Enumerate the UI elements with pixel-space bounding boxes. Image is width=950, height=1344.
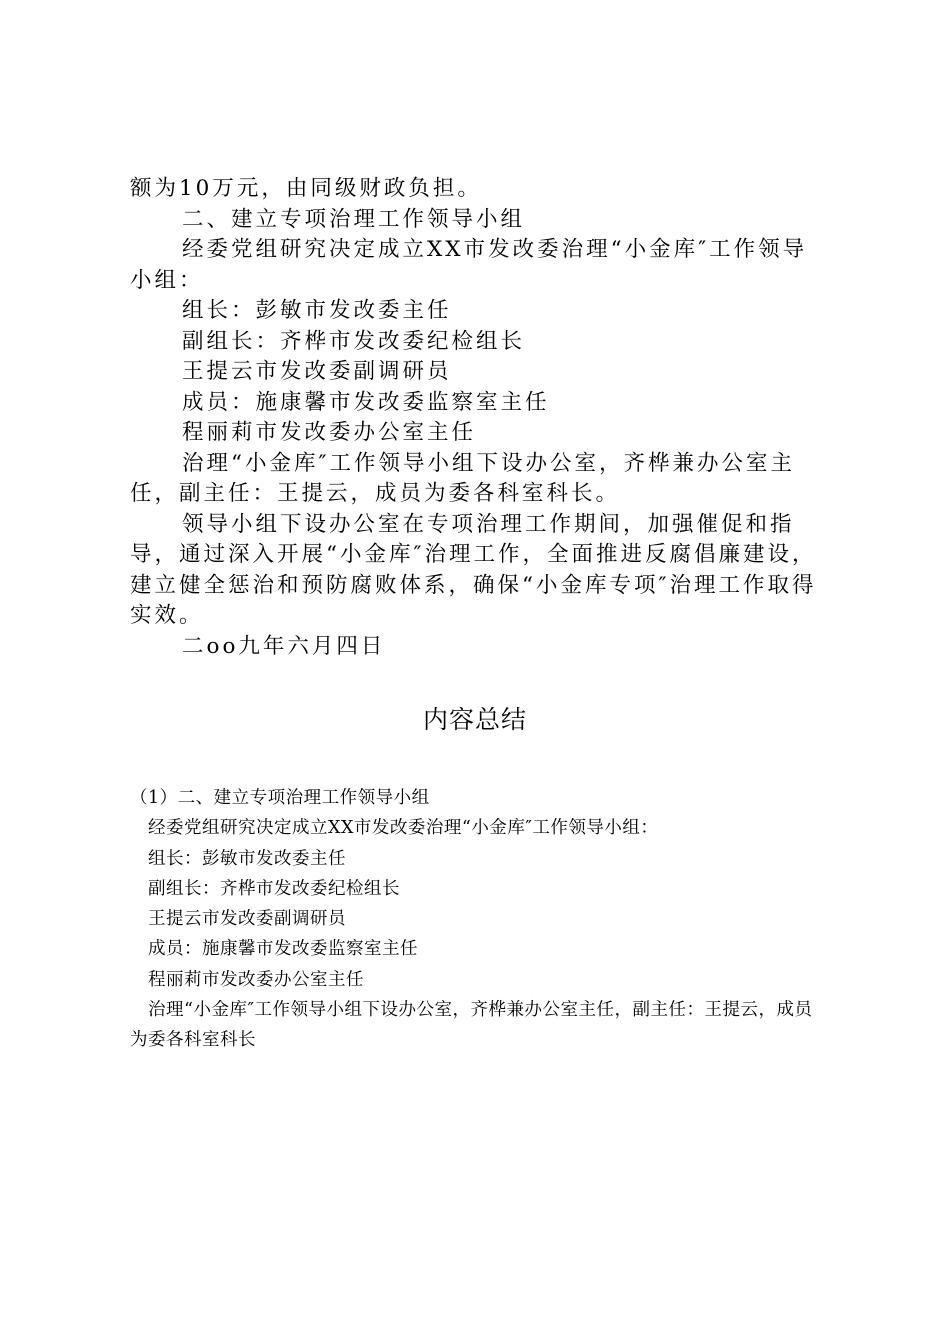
summary-line: （1）二、建立专项治理工作领导小组 bbox=[130, 788, 430, 808]
summary-title: 内容总结 bbox=[422, 705, 527, 734]
member-supervision: 成员：施康馨市发改委监察室主任 bbox=[182, 389, 550, 415]
document-date: 二oo九年六月四日 bbox=[182, 633, 386, 659]
summary-line: 成员：施康馨市发改委监察室主任 bbox=[148, 939, 418, 960]
summary-line: 经委党组研究决定成立XX市发改委治理“小金库″工作领导小组： bbox=[148, 818, 659, 839]
member-deputy-leader: 副组长：齐桦市发改委纪检组长 bbox=[182, 328, 526, 354]
paragraph-budget-note: 额为10万元，由同级财政负担。 bbox=[130, 176, 482, 201]
summary-line: 组长：彭敏市发改委主任 bbox=[148, 848, 346, 869]
section-heading: 二、建立专项治理工作领导小组 bbox=[182, 206, 526, 232]
member-office-director: 程丽莉市发改委办公室主任 bbox=[182, 420, 477, 445]
paragraph-office-setup: 治理“小金库″工作领导小组下设办公室，齐桦兼办公室主任，副主任：王提云，成员为委各科室科长。 bbox=[130, 450, 796, 506]
summary-line: 程丽莉市发改委办公室主任 bbox=[148, 969, 364, 990]
member-deputy-researcher: 王提云市发改委副调研员 bbox=[182, 359, 452, 384]
document-body bbox=[130, 174, 830, 662]
summary-line: 治理“小金库″工作领导小组下设办公室，齐桦兼办公室主任，副主任：王提云，成员为委各科室科长 bbox=[130, 1000, 813, 1051]
summary-line: 副组长：齐桦市发改委纪检组长 bbox=[148, 878, 400, 899]
paragraph-office-duties: 领导小组下设办公室在专项治理工作期间，加强催促和指导，通过深入开展“小金库″治理工作，全面推进反腐倡廉建设，建立健全惩治和预防腐败体系，确保“小金库专项″治理工作取得实效。 bbox=[130, 511, 817, 628]
summary-section bbox=[130, 783, 828, 1056]
paragraph-decision: 经委党组研究决定成立XX市发改委治理“小金库″工作领导小组： bbox=[130, 237, 808, 293]
member-leader: 组长：彭敏市发改委主任 bbox=[182, 298, 452, 323]
summary-line: 王提云市发改委副调研员 bbox=[148, 909, 346, 930]
